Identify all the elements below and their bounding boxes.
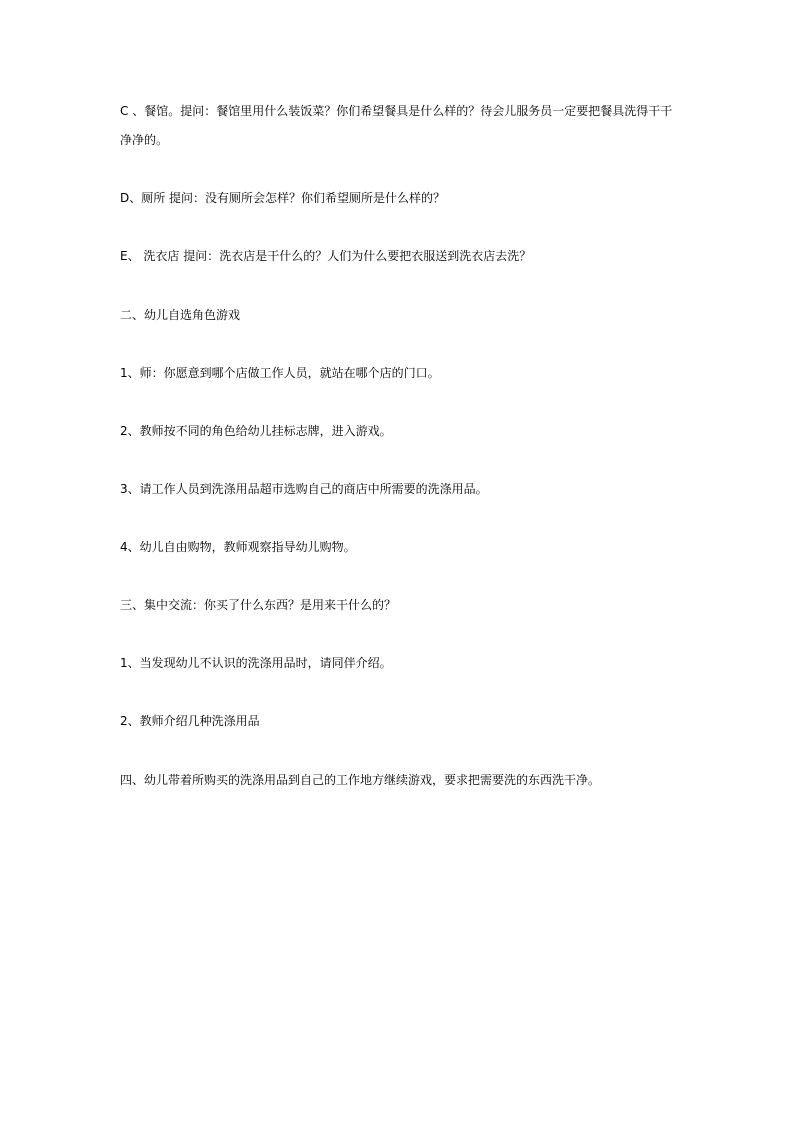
paragraph-step-1: 1、师：你愿意到哪个店做工作人员，就站在哪个店的门口。 [120, 366, 440, 380]
paragraph-step-3: 3、请工作人员到洗涤用品超市选购自己的商店中所需要的洗涤用品。 [120, 482, 488, 496]
section-heading-discussion: 三、集中交流：你买了什么东西？是用来干什么的？ [120, 598, 397, 612]
paragraph-laundry: E、 洗衣店 提问：洗衣店是干什么的？人们为什么要把衣服送到洗衣店去洗？ [120, 249, 532, 263]
paragraph-discussion-2: 2、教师介绍几种洗涤用品 [120, 714, 260, 728]
paragraph-step-2: 2、教师按不同的角色给幼儿挂标志牌，进入游戏。 [120, 424, 392, 438]
paragraph-discussion-1: 1、当发现幼儿不认识的洗涤用品时，请同伴介绍。 [120, 656, 392, 670]
paragraph-step-4: 4、幼儿自由购物，教师观察指导幼儿购物。 [120, 540, 356, 554]
paragraph-toilet: D、厕所 提问：没有厕所会怎样？你们希望厕所是什么样的？ [120, 191, 446, 205]
paragraph-restaurant: C 、餐馆。提问：餐馆里用什么装饭菜？你们希望餐具是什么样的？待会儿服务员一定要把餐具洗得干干净净的。 [120, 104, 673, 147]
section-heading-role-play: 二、幼儿自选角色游戏 [120, 308, 241, 322]
section-heading-continue-game: 四、幼儿带着所购买的洗涤用品到自己的工作地方继续游戏，要求把需要洗的东西洗干净。 [120, 773, 601, 787]
